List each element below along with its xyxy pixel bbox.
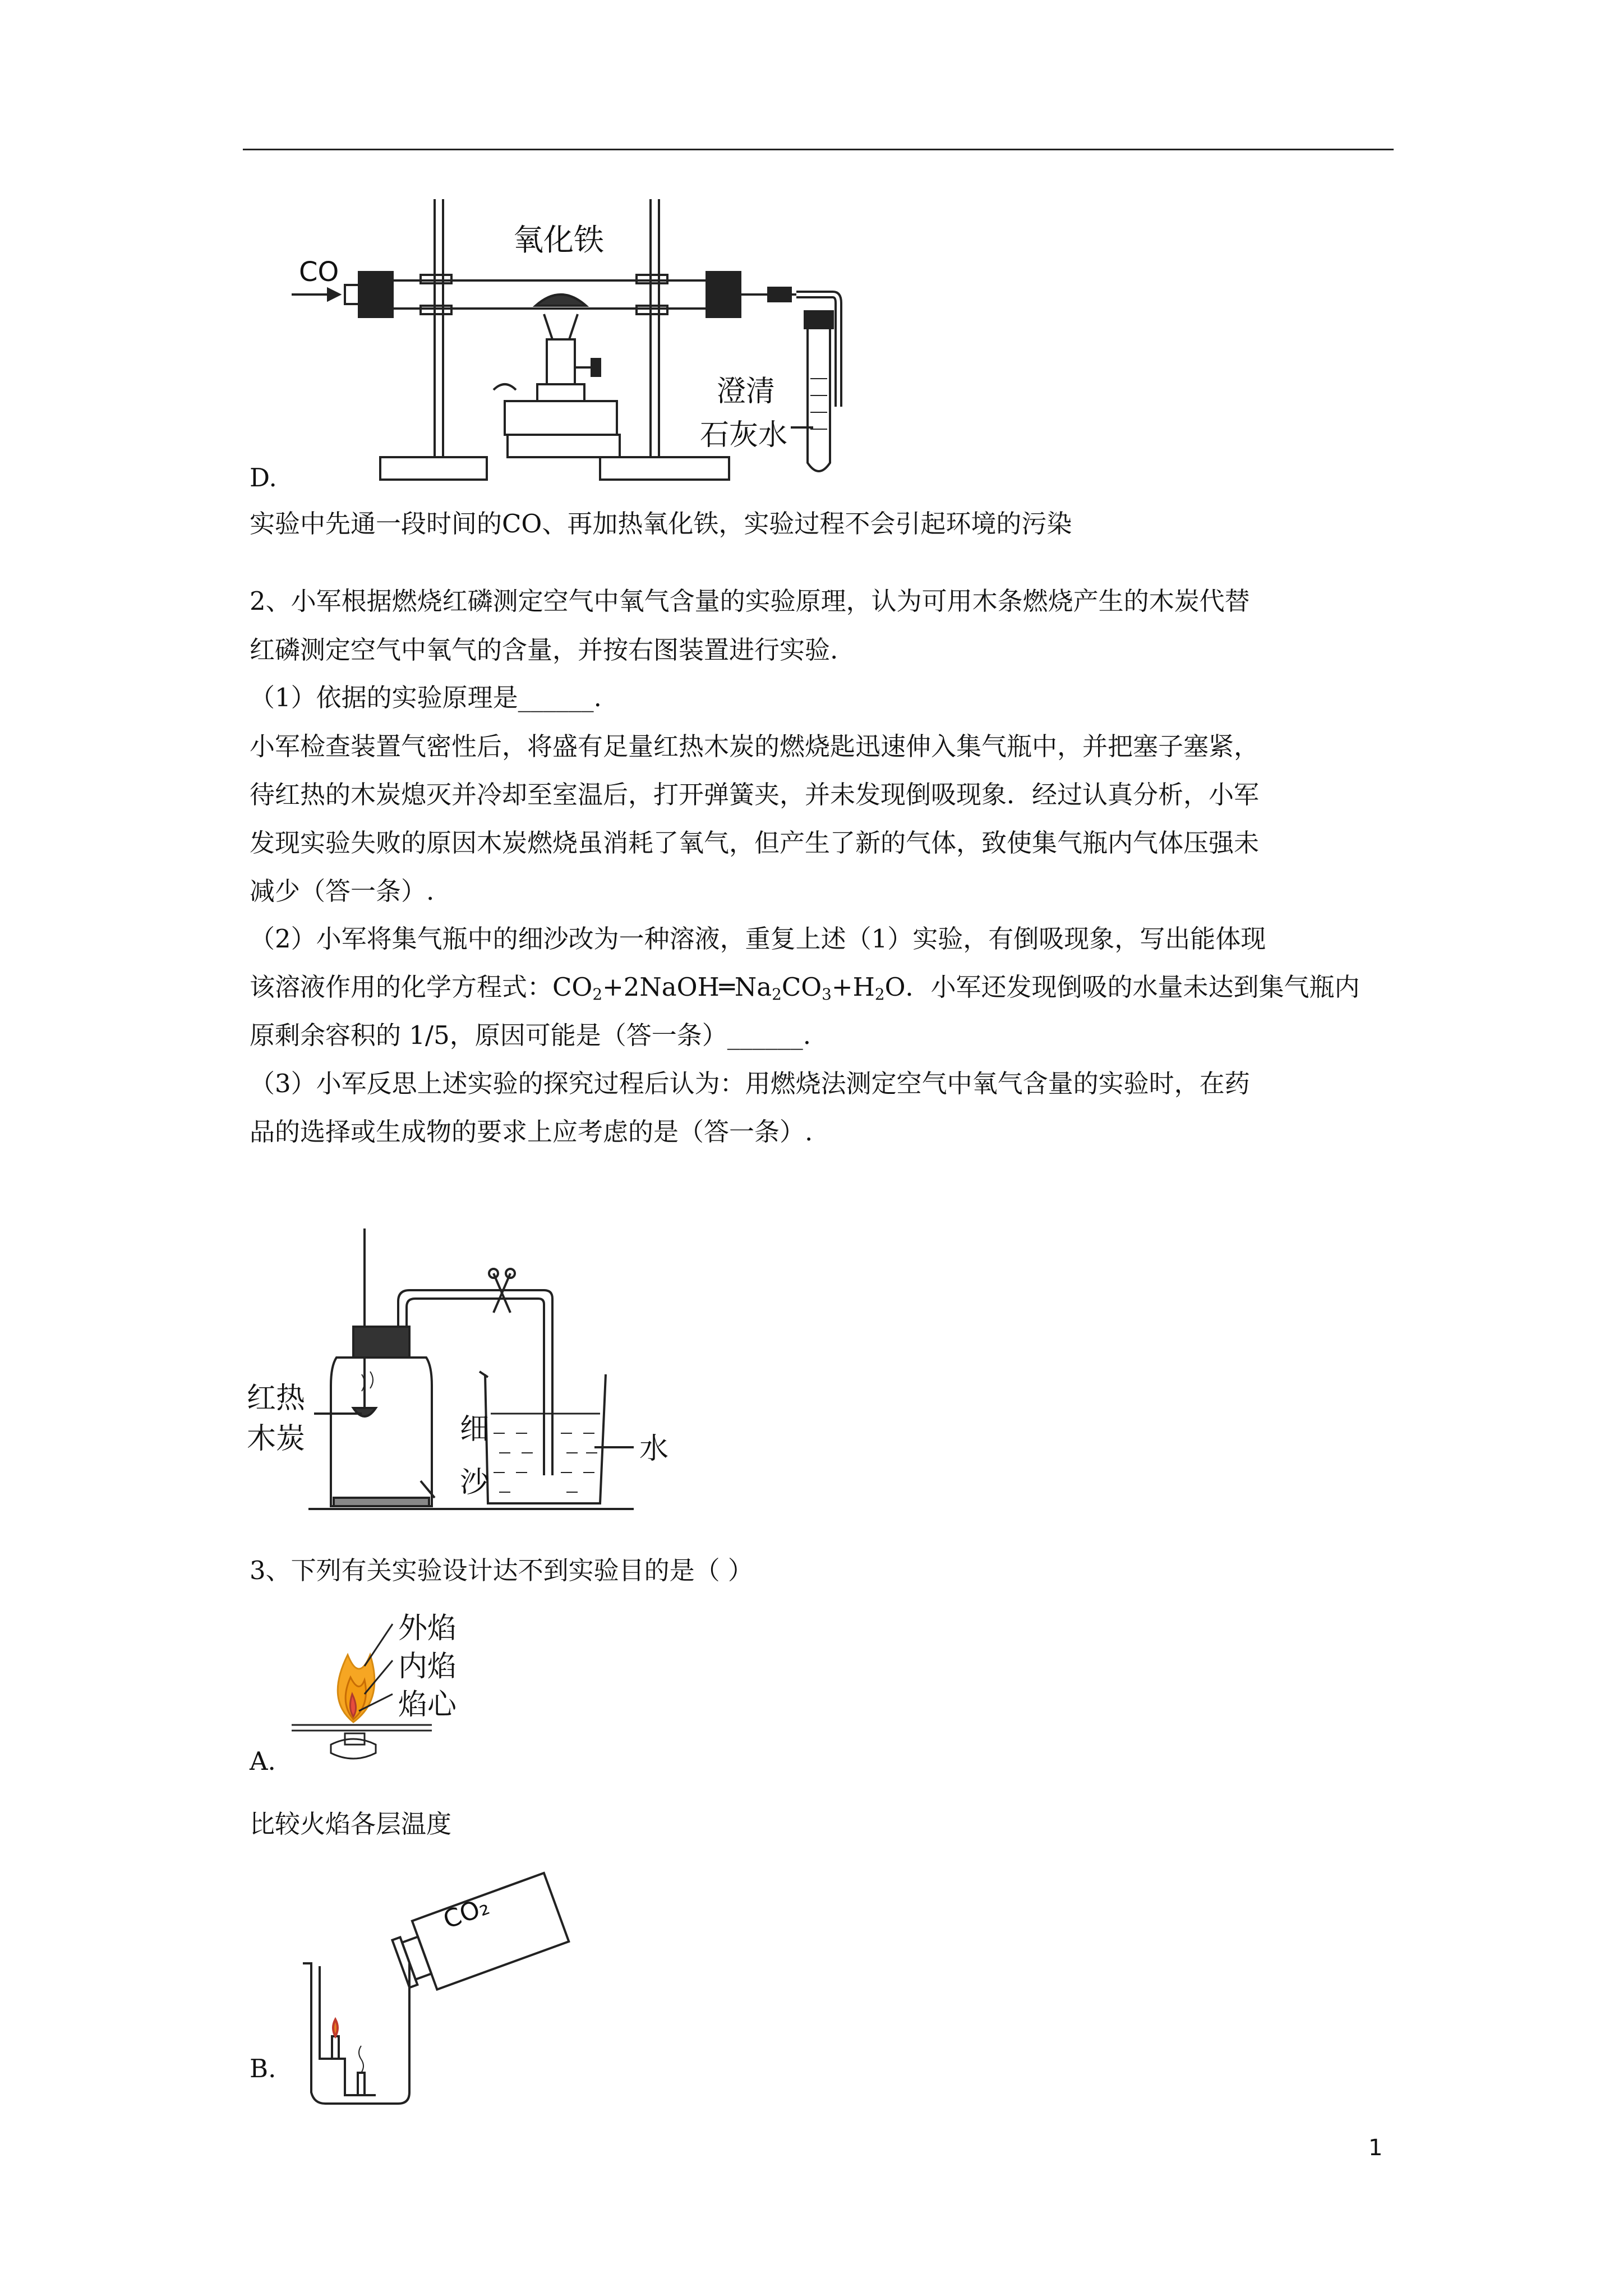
equation-sub-3: 3 <box>822 984 832 1004</box>
header-rule <box>243 149 1394 150</box>
flame-core-label: 焰心 <box>398 1688 457 1722</box>
charcoal-label-1: 红热 <box>247 1382 306 1415</box>
q2-intro-line-2: 红磷测定空气中氧气的含量，并按右图装置进行实验. <box>250 635 838 665</box>
q2-part-2-line-2 <box>250 963 1360 1012</box>
equation-sub-4: 2 <box>874 984 885 1004</box>
co2-candles-figure <box>292 1868 572 2109</box>
q2-part-3-line-2: 品的选择或生成物的要求上应考虑的是（答一条）. <box>250 1117 813 1147</box>
q2-paragraph-line-2: 待红热的木炭熄灭并冷却至室温后，打开弹簧夹，并未发现倒吸现象．经过认真分析，小军 <box>250 780 1260 809</box>
q2-part-1: （1）依据的实验原理是______. <box>250 683 602 712</box>
iron-oxide-label: 氧化铁 <box>513 222 604 257</box>
option-d-letter: D. <box>250 463 277 493</box>
outer-flame-label: 外焰 <box>398 1612 457 1645</box>
limewater-label-1: 澄清 <box>717 375 776 408</box>
q3-stem: 3、下列有关实验设计达不到实验目的是（ ） <box>250 1556 753 1585</box>
flame-layers-figure <box>286 1604 494 1767</box>
page-number: 1 <box>1368 2135 1383 2161</box>
option-b-letter: B. <box>250 2054 276 2083</box>
sand-label-2: 沙 <box>460 1466 490 1499</box>
equation-sub-1: 2 <box>592 984 603 1004</box>
equation-text-d: +H <box>831 972 875 1002</box>
option-a-caption: 比较火焰各层温度 <box>250 1809 452 1839</box>
equation-text-b: +2NaOH═Na <box>602 972 772 1002</box>
inner-flame-label: 内焰 <box>398 1650 457 1683</box>
option-a-letter: A. <box>250 1746 276 1776</box>
equation-text-a: 该溶液作用的化学方程式：CO <box>250 972 593 1002</box>
q2-part-3-line-1: （3）小军反思上述实验的探究过程后认为：用燃烧法测定空气中氧气含量的实验时，在药 <box>250 1069 1250 1098</box>
q2-paragraph-line-3: 发现实验失败的原因木炭燃烧虽消耗了氧气，但产生了新的气体，致使集气瓶内气体压强未 <box>250 828 1260 858</box>
q2-intro-line-1: 2、小军根据燃烧红磷测定空气中氧气含量的实验原理，认为可用木条燃烧产生的木炭代替 <box>250 586 1250 616</box>
co-label: CO <box>299 256 339 288</box>
co2-label: CO₂ <box>439 1892 494 1935</box>
option-d-caption: 实验中先通一段时间的CO、再加热氧化铁，实验过程不会引起环境的污染 <box>250 509 1072 539</box>
co-reduction-apparatus-figure <box>280 194 914 491</box>
limewater-label-2: 石灰水 <box>700 418 788 452</box>
q2-part-2-line-3: 原剩余容积的 1/5，原因可能是（答一条）______. <box>250 1020 811 1050</box>
sand-label-1: 细 <box>460 1412 490 1446</box>
q2-paragraph-line-4: 减少（答一条）. <box>250 876 435 906</box>
water-label: 水 <box>639 1432 669 1466</box>
q2-paragraph-line-1: 小军检查装置气密性后，将盛有足量红热木炭的燃烧匙迅速伸入集气瓶中，并把塞子塞紧， <box>250 731 1260 761</box>
equation-sub-2: 2 <box>772 984 782 1004</box>
charcoal-label-2: 木炭 <box>247 1422 306 1456</box>
equation-text-e: O．小军还发现倒吸的水量未达到集气瓶内 <box>884 972 1360 1002</box>
charcoal-oxygen-apparatus-figure <box>247 1223 751 1526</box>
equation-text-c: CO <box>781 972 822 1002</box>
q2-part-2-line-1: （2）小军将集气瓶中的细沙改为一种溶液，重复上述（1）实验，有倒吸现象，写出能体现 <box>250 924 1266 954</box>
